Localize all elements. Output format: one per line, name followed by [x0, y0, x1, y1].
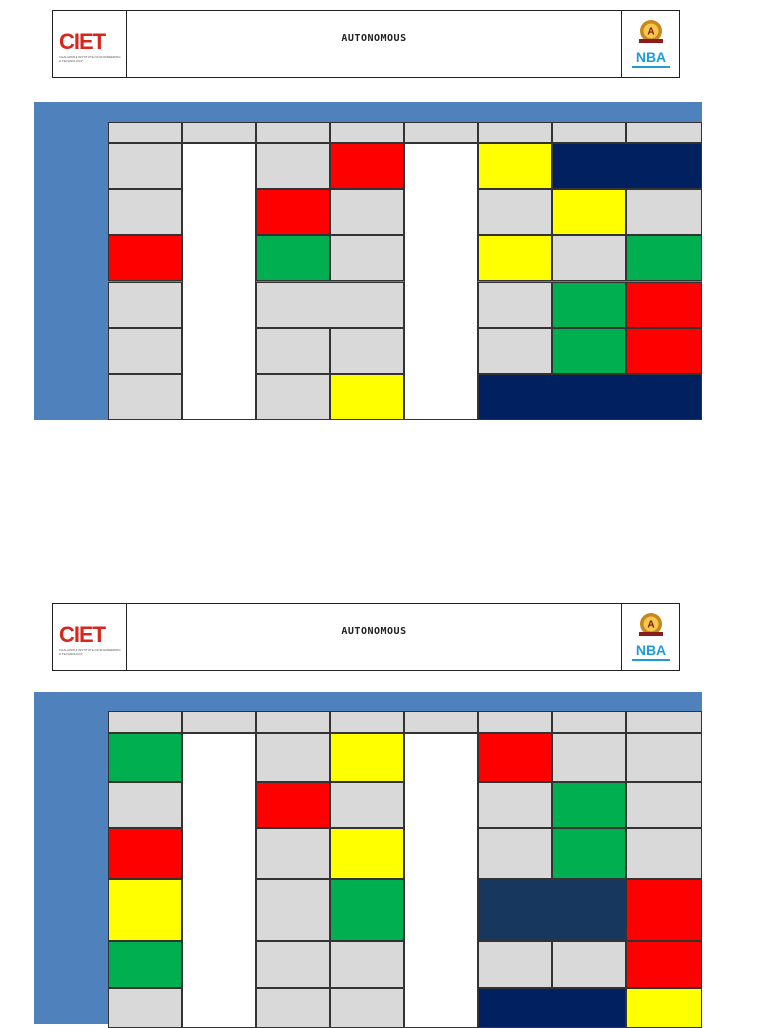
- timetable-cell: [330, 143, 404, 189]
- timetable-cell: [626, 733, 702, 782]
- timetable-cell: [330, 122, 404, 143]
- timetable-cell: [478, 988, 626, 1028]
- timetable-cell: [330, 374, 404, 420]
- timetable-cell: [626, 189, 702, 235]
- timetable-cell: [626, 828, 702, 879]
- timetable-cell: [404, 711, 478, 733]
- timetable-cell: [330, 988, 404, 1028]
- timetable-cell: [256, 189, 330, 235]
- nba-text: NBA: [635, 49, 667, 65]
- timetable-cell: [256, 143, 330, 189]
- timetable-cell: [108, 328, 182, 374]
- timetable-cell: [108, 374, 182, 420]
- timetable-cell: [552, 282, 626, 328]
- timetable-cell: [182, 733, 256, 1028]
- ciet-logo-text: CIET: [59, 622, 106, 647]
- timetable-cell: [478, 235, 552, 281]
- timetable-cell: [256, 941, 330, 988]
- timetable-cell: [478, 189, 552, 235]
- timetable-cell: [108, 988, 182, 1028]
- timetable-cell: [108, 122, 182, 143]
- timetable-cell: [182, 711, 256, 733]
- timetable-cell: [330, 235, 404, 281]
- naac-grade-text: A: [647, 26, 655, 38]
- page-title: AUTONOMOUS: [341, 626, 407, 637]
- naac-grade-text: A: [647, 619, 655, 631]
- timetable-cell: [478, 143, 552, 189]
- timetable-cell: [330, 828, 404, 879]
- timetable-cell: [108, 782, 182, 828]
- timetable-grid: [34, 692, 702, 1024]
- ciet-logo: [57, 618, 123, 658]
- timetable-cell: [626, 328, 702, 374]
- timetable-cell: [256, 122, 330, 143]
- timetable-cell: [182, 143, 256, 420]
- timetable-cell: [626, 988, 702, 1028]
- timetable-cell: [478, 711, 552, 733]
- timetable-cell: [108, 828, 182, 879]
- timetable-cell: [552, 941, 626, 988]
- timetable-cell: [108, 189, 182, 235]
- ciet-logo-subtitle: CHALAPATHI INSTITUTE OF ENGINEERING & TECHNOLOGY: [59, 55, 121, 63]
- timetable-cell: [256, 782, 330, 828]
- left-logo-cell: [53, 11, 127, 77]
- timetable-cell: [108, 879, 182, 941]
- timetable-cell: [404, 733, 478, 1028]
- timetable-cell: [330, 733, 404, 782]
- timetable-cell: [626, 941, 702, 988]
- timetable-cell: [478, 282, 552, 328]
- timetable-cell: [256, 374, 330, 420]
- timetable-cell: [108, 941, 182, 988]
- timetable-cell: [330, 328, 404, 374]
- timetable-cell: [478, 879, 626, 941]
- timetable-cell: [182, 122, 256, 143]
- timetable-cell: [552, 143, 702, 189]
- timetable-cell: [108, 711, 182, 733]
- timetable-cell: [626, 235, 702, 281]
- timetable-cell: [478, 328, 552, 374]
- timetable-cell: [108, 235, 182, 281]
- timetable-cell: [108, 143, 182, 189]
- timetable-cell: [256, 733, 330, 782]
- right-logo-cell: [621, 11, 679, 77]
- ciet-logo-text: CIET: [59, 29, 106, 54]
- timetable-cell: [552, 711, 626, 733]
- timetable-cell: [478, 122, 552, 143]
- timetable-cell: [478, 828, 552, 879]
- timetable-cell: [552, 828, 626, 879]
- page-header: [52, 603, 680, 671]
- timetable-cell: [330, 782, 404, 828]
- timetable-cell: [478, 782, 552, 828]
- timetable-cell: [552, 122, 626, 143]
- timetable-cell: [626, 879, 702, 941]
- timetable-cell: [552, 782, 626, 828]
- timetable-cell: [552, 328, 626, 374]
- timetable-cell: [626, 711, 702, 733]
- timetable-cell: [256, 711, 330, 733]
- timetable-cell: [330, 189, 404, 235]
- ciet-logo-subtitle: CHALAPATHI INSTITUTE OF ENGINEERING & TECHNOLOGY: [59, 648, 121, 656]
- timetable-cell: [256, 879, 330, 941]
- nba-text: NBA: [635, 642, 667, 658]
- timetable-cell: [478, 733, 552, 782]
- left-logo-cell: [53, 604, 127, 670]
- timetable-cell: [256, 328, 330, 374]
- timetable-cell: [552, 235, 626, 281]
- ciet-logo: [57, 25, 123, 65]
- timetable-cell: [626, 782, 702, 828]
- timetable-cell: [478, 374, 702, 420]
- timetable-cell: [256, 828, 330, 879]
- timetable-cell: [626, 282, 702, 328]
- timetable-cell: [330, 879, 404, 941]
- timetable-cell: [108, 733, 182, 782]
- timetable-cell: [330, 711, 404, 733]
- timetable-cell: [552, 733, 626, 782]
- naac-nba-logo: [626, 17, 676, 73]
- timetable-grid: [34, 102, 702, 420]
- naac-nba-logo: [626, 610, 676, 666]
- timetable-cell: [330, 941, 404, 988]
- timetable-cell: [256, 235, 330, 281]
- timetable-cell: [108, 282, 182, 328]
- timetable-cell: [404, 143, 478, 420]
- timetable-cell: [404, 122, 478, 143]
- timetable-cell: [552, 189, 626, 235]
- page-header: [52, 10, 680, 78]
- timetable-cell: [256, 282, 404, 328]
- timetable-cell: [256, 988, 330, 1028]
- timetable-cell: [626, 122, 702, 143]
- right-logo-cell: [621, 604, 679, 670]
- page-title: AUTONOMOUS: [341, 33, 407, 44]
- timetable-cell: [478, 941, 552, 988]
